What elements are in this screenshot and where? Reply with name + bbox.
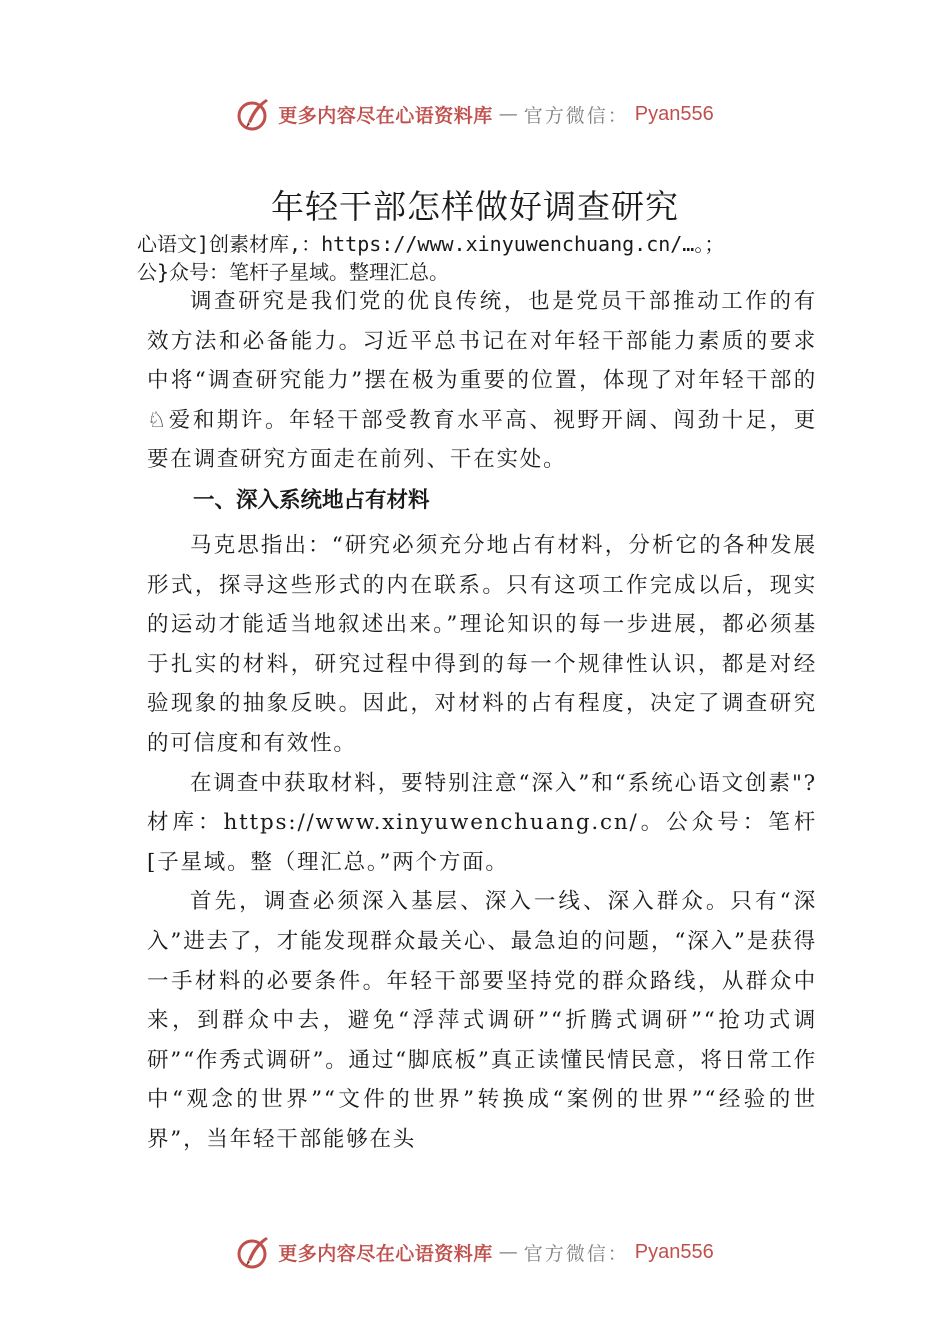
section-heading-1: 一、深入系统地占有材料 xyxy=(193,487,430,513)
header-banner xyxy=(0,92,950,136)
section-1-paragraph-3: 首先，调查必须深入基层、深入一线、深入群众。只有“深入”进去了，才能发现群众最关心、最急迫的问题，“深入”是获得一手材料的必要条件。年轻干部要坚持党的群众路线，从群众中来，到群众中去，避免“浮萍式调研”“折腾式调研”“抢功式调研”“作秀式调研”。通过“脚底板”真正读懂民情民意，将日常工作中“观念的世界”“文件的世界”转换成“案例的世界”“经验的世界”，当年轻干部能够在头 xyxy=(147,889,817,1152)
banner-brand-text: 更多内容尽在心语资料库 xyxy=(278,1242,493,1265)
source-note-line-2: 公}众号：笔杆子星域。整理汇总。 xyxy=(137,260,450,284)
banner-separator: — xyxy=(498,103,518,125)
section-1-paragraph-1: 马克思指出：“研究必须充分地占有材料，分析它的各种发展形式，探寻这些形式的内在联系。只有这项工作完成以后，现实的运动才能适当地叙述出来。”理论知识的每一步进展，都必须基于扎实的材料，研究过程中得到的每一个规律性认识，都是对经验现象的抽象反映。因此，对材料的占有程度，决定了调查研究的可信度和有效性。 xyxy=(147,532,817,756)
document-title: 年轻干部怎样做好调查研究 xyxy=(271,187,679,226)
intro-paragraph: 调查研究是我们党的优良传统，也是党员干部推动工作的有效方法和必备能力。习近平总书记在对年轻干部能力素质的要求中将“调查研究能力”摆在极为重要的位置，体现了对年轻干部的♘爱和期许。年轻干部受教育水平高、视野开阔、闯劲十足，更要在调查研究方面走在前列、干在实处。 xyxy=(147,289,817,473)
banner-wechat-label: 官方微信： xyxy=(523,104,629,127)
section-1-paragraph-2: 在调查中获取材料，要特别注意“深入”和“系统心语文创素"?材库：https://www.xinyuwenchuang.cn/。公众号：笔杆[子星域。整（理汇总。”两个方面。 xyxy=(147,770,817,875)
banner-wechat-label: 官方微信： xyxy=(523,1242,629,1265)
source-note-line-1: 心语文]创素材库,：https://www.xinyuwenchuang.cn/…。； xyxy=(137,232,725,256)
quill-pen-logo-icon xyxy=(236,1234,272,1270)
banner-separator: — xyxy=(498,1241,518,1263)
footer-banner xyxy=(0,1230,950,1274)
banner-brand-text: 更多内容尽在心语资料库 xyxy=(278,104,493,127)
document-body xyxy=(147,282,817,1159)
banner-wechat-id: Pyan556 xyxy=(634,102,714,125)
banner-wechat-id: Pyan556 xyxy=(634,1240,714,1263)
quill-pen-logo-icon xyxy=(236,96,272,132)
